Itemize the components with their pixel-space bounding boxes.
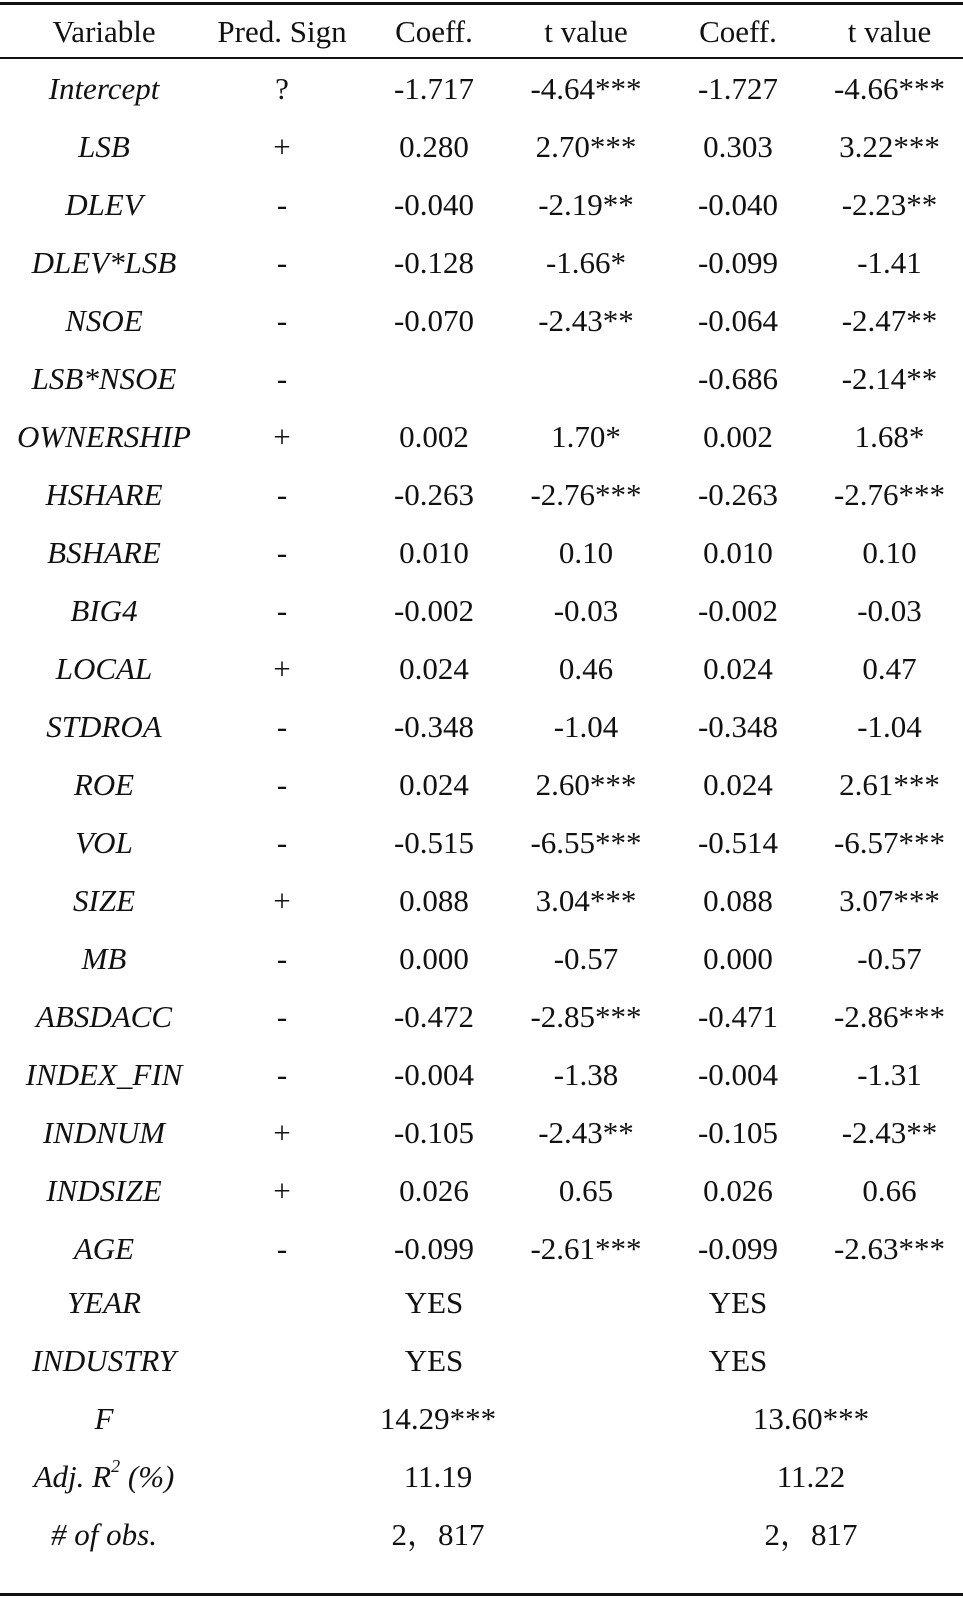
row-coeff-1: 0.026 — [399, 1173, 469, 1208]
adj-r2-model-2: 11.22 — [776, 1459, 846, 1494]
row-coeff-2: 0.002 — [703, 419, 773, 454]
table-row — [0, 292, 963, 350]
row-variable: INDUSTRY — [31, 1343, 177, 1378]
row-coeff-1: -0.040 — [393, 187, 475, 222]
row-coeff-1: 0.024 — [399, 651, 469, 686]
row-t-value-1: -0.57 — [553, 941, 619, 976]
row-t-value-1: -6.55*** — [530, 825, 642, 860]
row-t-value-2: -6.57*** — [833, 825, 946, 860]
row-model-1-control: YES — [404, 1343, 464, 1378]
row-variable: INDNUM — [42, 1115, 166, 1150]
row-pred-sign: - — [276, 187, 288, 222]
row-t-value-2: 1.68* — [854, 419, 925, 454]
row-t-value-2: -2.14** — [841, 361, 938, 396]
obs-model-1: 2，817 — [391, 1517, 485, 1552]
row-coeff-1: -0.263 — [393, 477, 475, 512]
row-variable — [0, 1448, 208, 1506]
row-model-1-control: YES — [404, 1285, 464, 1320]
row-t-value-2: -2.86*** — [833, 999, 946, 1034]
row-variable: AGE — [73, 1231, 135, 1266]
row-pred-sign: + — [273, 1173, 291, 1208]
table-row — [0, 814, 963, 872]
table-row-year — [0, 1274, 963, 1332]
row-t-value-1: -2.43** — [538, 303, 634, 338]
row-variable: STDROA — [46, 709, 162, 744]
row-pred-sign: ? — [275, 71, 289, 106]
row-pred-sign: - — [276, 593, 288, 628]
row-coeff-2: 0.024 — [703, 651, 773, 686]
header-variable: Variable — [52, 14, 156, 49]
table-row — [0, 118, 963, 176]
row-pred-sign: - — [276, 709, 288, 744]
row-coeff-1: -0.099 — [393, 1231, 475, 1266]
row-coeff-2: 0.303 — [703, 129, 773, 164]
row-pred-sign: - — [276, 941, 288, 976]
table-header-rule — [0, 57, 963, 59]
row-coeff-1: -0.515 — [393, 825, 475, 860]
row-t-value-1: -2.43** — [538, 1115, 634, 1150]
row-t-value-1: 3.04*** — [535, 883, 637, 918]
row-coeff-2: -0.004 — [697, 1057, 779, 1092]
row-coeff-2: 0.026 — [703, 1173, 773, 1208]
row-variable: ABSDACC — [35, 999, 173, 1034]
table-row — [0, 988, 963, 1046]
row-variable: OWNERSHIP — [17, 419, 191, 454]
row-coeff-2: -0.064 — [697, 303, 779, 338]
obs-model-2: 2，817 — [764, 1517, 858, 1552]
row-pred-sign: - — [276, 303, 288, 338]
table-row — [0, 1104, 963, 1162]
row-variable: HSHARE — [45, 477, 163, 512]
row-pred-sign: - — [276, 999, 288, 1034]
table-row — [0, 350, 963, 408]
row-variable: MB — [81, 941, 127, 976]
row-t-value-2: 3.07*** — [839, 883, 940, 918]
row-coeff-1: 0.088 — [399, 883, 469, 918]
row-coeff-1: -0.348 — [393, 709, 475, 744]
row-t-value-1: -4.64*** — [530, 71, 642, 106]
row-pred-sign: - — [276, 767, 288, 802]
row-coeff-2: 0.024 — [703, 767, 773, 802]
row-coeff-2: 0.010 — [703, 535, 773, 570]
adj-r2-model-1: 11.19 — [403, 1459, 473, 1494]
row-t-value-1: 2.60*** — [535, 767, 637, 802]
row-t-value-2: -2.47** — [841, 303, 938, 338]
row-pred-sign: - — [276, 361, 288, 396]
header-coeff-2: Coeff. — [699, 14, 777, 49]
row-t-value-2: -0.57 — [857, 941, 922, 976]
row-coeff-2: -0.686 — [697, 361, 779, 396]
row-variable: F — [94, 1401, 114, 1436]
row-coeff-2: -0.002 — [697, 593, 779, 628]
table-row — [0, 582, 963, 640]
row-variable: INDSIZE — [46, 1173, 162, 1208]
row-t-value-2: -2.76*** — [833, 477, 946, 512]
row-coeff-1: 0.024 — [399, 767, 469, 802]
row-t-value-2: 0.47 — [862, 651, 917, 686]
row-pred-sign: - — [276, 245, 288, 280]
row-variable: BSHARE — [47, 535, 161, 570]
row-model-2-control: YES — [708, 1343, 768, 1378]
row-coeff-2: 0.000 — [703, 941, 773, 976]
row-coeff-2: -0.099 — [697, 1231, 779, 1266]
row-t-value-2: 0.66 — [862, 1173, 917, 1208]
adj-r2-label: Adj. R — [33, 1459, 112, 1494]
row-coeff-2: -0.040 — [697, 187, 779, 222]
row-variable: BIG4 — [70, 593, 138, 628]
row-t-value-1: 0.46 — [558, 651, 614, 686]
table-row-industry — [0, 1332, 963, 1390]
row-coeff-2: -0.105 — [697, 1115, 779, 1150]
table-bottom-rule — [0, 1593, 963, 1596]
row-t-value-1: -2.76*** — [530, 477, 642, 512]
row-t-value-2: 2.61*** — [839, 767, 940, 802]
row-pred-sign: - — [276, 825, 288, 860]
row-variable: DLEV*LSB — [31, 245, 177, 280]
table-row — [0, 176, 963, 234]
row-coeff-2: -0.348 — [697, 709, 779, 744]
row-pred-sign: + — [273, 419, 291, 454]
header-t-value-1: t value — [544, 14, 628, 49]
row-t-value-1 — [512, 350, 660, 408]
row-t-value-1: 0.65 — [558, 1173, 614, 1208]
row-coeff-1: -0.070 — [393, 303, 475, 338]
row-variable: DLEV — [65, 187, 143, 222]
row-t-value-1: -1.66* — [545, 245, 627, 280]
row-variable: LSB — [78, 129, 130, 164]
row-coeff-1: -0.472 — [393, 999, 475, 1034]
table-row — [0, 1162, 963, 1220]
row-variable: NSOE — [65, 303, 143, 338]
table-row — [0, 756, 963, 814]
table-row — [0, 872, 963, 930]
row-variable: ROE — [73, 767, 135, 802]
row-t-value-1: -2.85*** — [530, 999, 642, 1034]
row-coeff-2: -0.263 — [697, 477, 779, 512]
row-pred-sign: - — [276, 477, 288, 512]
row-t-value-2: -2.23** — [841, 187, 938, 222]
table-row — [0, 408, 963, 466]
row-t-value-2: -2.43** — [841, 1115, 938, 1150]
row-t-value-2: -1.04 — [857, 709, 922, 744]
row-t-value-1: -2.19** — [538, 187, 634, 222]
row-variable: INDEX_FIN — [25, 1057, 183, 1092]
table-row — [0, 60, 963, 118]
table-row — [0, 698, 963, 756]
row-coeff-1: -0.128 — [393, 245, 475, 280]
f-stat-model-2: 13.60*** — [752, 1401, 870, 1436]
row-t-value-2: 3.22*** — [839, 129, 940, 164]
row-coeff-1: 0.010 — [399, 535, 469, 570]
table-row-obs — [0, 1506, 963, 1564]
row-t-value-2: -1.41 — [857, 245, 922, 280]
row-pred-sign: - — [276, 535, 288, 570]
row-pred-sign: + — [273, 883, 291, 918]
f-stat-model-1: 14.29*** — [379, 1401, 497, 1436]
row-coeff-1: -0.002 — [393, 593, 475, 628]
row-t-value-2: -2.63*** — [833, 1231, 946, 1266]
row-t-value-2: -1.31 — [857, 1057, 922, 1092]
row-variable: Intercept — [48, 71, 160, 106]
row-t-value-1: 1.70* — [551, 419, 621, 454]
row-coeff-2: -0.099 — [697, 245, 779, 280]
row-t-value-1: -0.03 — [553, 593, 619, 628]
row-model-2-control: YES — [708, 1285, 768, 1320]
row-t-value-2: 0.10 — [862, 535, 917, 570]
row-pred-sign: - — [276, 1231, 288, 1266]
table-row — [0, 1046, 963, 1104]
header-coeff-1: Coeff. — [395, 14, 473, 49]
table-row — [0, 466, 963, 524]
header-pred-sign: Pred. Sign — [217, 14, 347, 49]
row-pred-sign: + — [273, 129, 291, 164]
table-header-row — [0, 2, 963, 60]
table-row — [0, 930, 963, 988]
row-variable: LOCAL — [55, 651, 153, 686]
table-row-f-stat — [0, 1390, 963, 1448]
table-row — [0, 524, 963, 582]
row-pred-sign: - — [276, 1057, 288, 1092]
row-coeff-1: 0.000 — [399, 941, 469, 976]
row-coeff-1: -0.004 — [393, 1057, 475, 1092]
table-row — [0, 234, 963, 292]
row-t-value-1: 0.10 — [558, 535, 614, 570]
row-t-value-1: -2.61*** — [530, 1231, 642, 1266]
row-variable: VOL — [75, 825, 133, 860]
header-t-value-2: t value — [847, 14, 932, 49]
row-pred-sign: + — [273, 1115, 291, 1150]
row-coeff-2: 0.088 — [703, 883, 773, 918]
row-coeff-2: -1.727 — [697, 71, 779, 106]
row-t-value-2: -4.66*** — [833, 71, 946, 106]
table-row — [0, 640, 963, 698]
row-coeff-2: -0.471 — [697, 999, 779, 1034]
row-variable: YEAR — [66, 1285, 142, 1320]
row-t-value-1: -1.04 — [553, 709, 619, 744]
row-t-value-1: 2.70*** — [535, 129, 637, 164]
row-coeff-1: -1.717 — [393, 71, 475, 106]
row-coeff-1: -0.105 — [393, 1115, 475, 1150]
adj-r2-superscript: 2 — [111, 1455, 121, 1476]
row-coeff-1 — [356, 350, 512, 408]
row-variable: LSB*NSOE — [31, 361, 177, 396]
row-pred-sign: + — [273, 651, 291, 686]
row-t-value-1: -1.38 — [553, 1057, 619, 1092]
row-coeff-2: -0.514 — [697, 825, 779, 860]
row-variable: SIZE — [73, 883, 135, 918]
row-t-value-2: -0.03 — [857, 593, 922, 628]
row-coeff-1: 0.280 — [399, 129, 469, 164]
adj-r2-unit: (%) — [120, 1459, 175, 1494]
table-row-adj-r2 — [0, 1448, 963, 1506]
row-coeff-1: 0.002 — [399, 419, 469, 454]
row-variable: # of obs. — [51, 1517, 157, 1552]
table-row — [0, 1220, 963, 1278]
